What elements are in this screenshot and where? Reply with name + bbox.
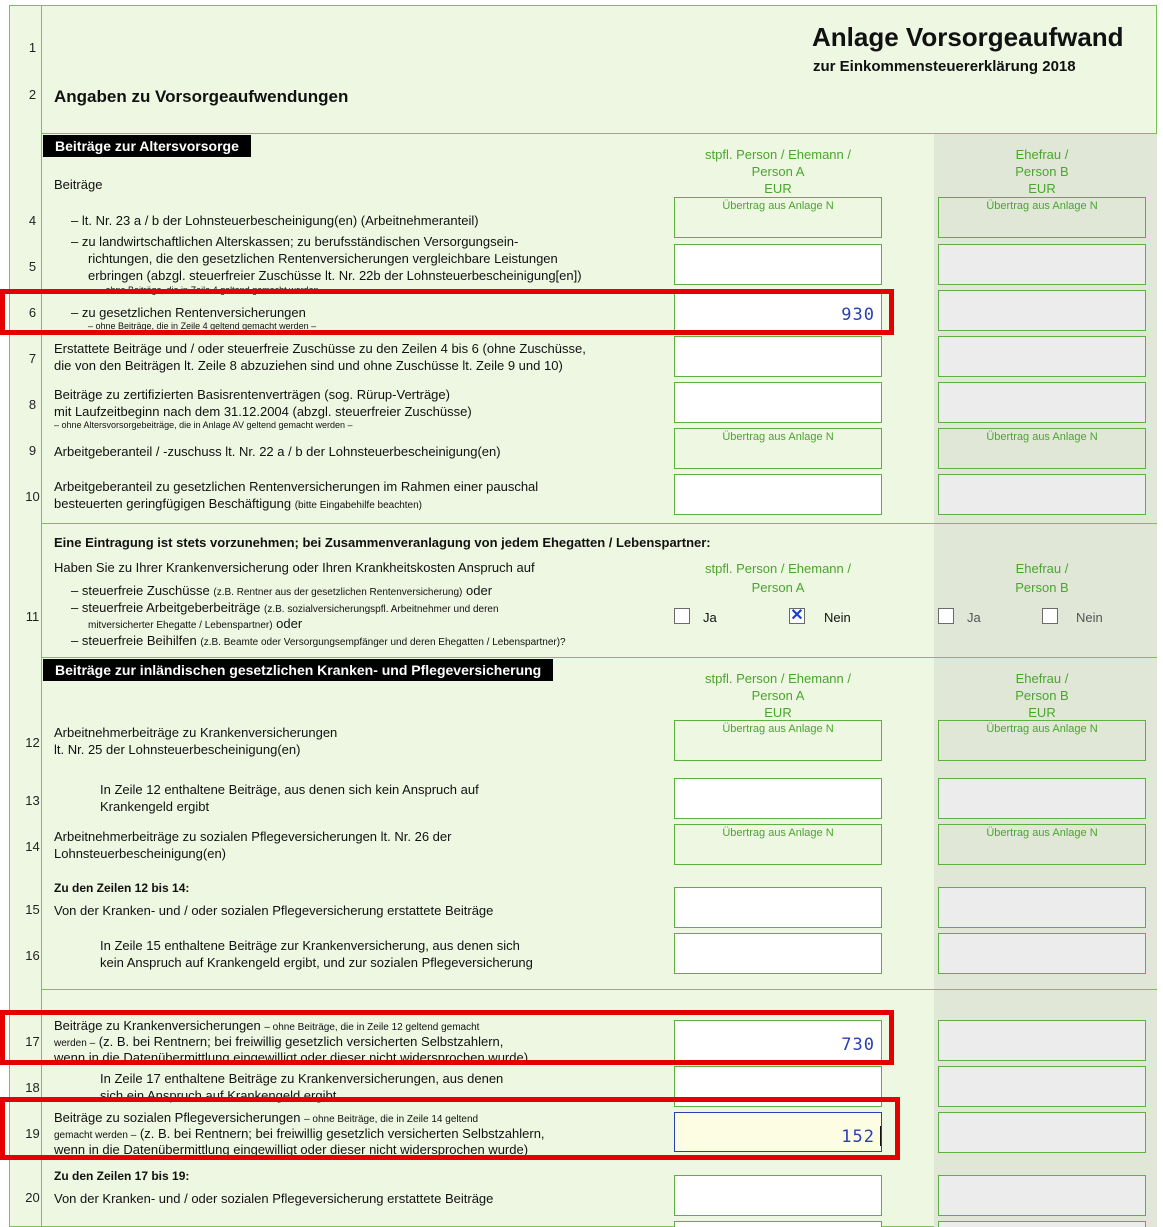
label-row-4: – lt. Nr. 23 a / b der Lohnsteuerbescheinigung(en) (Arbeitnehmeranteil) — [71, 213, 479, 228]
label-row-5b: richtungen, die den gesetzlichen Rentenversicherungen vergleichbare Leistungen — [88, 251, 558, 266]
checkbox-person-b-ja[interactable] — [938, 608, 954, 624]
label-row-12b: lt. Nr. 25 der Lohnsteuerbescheinigung(en) — [54, 742, 301, 757]
highlight-row-6 — [0, 289, 894, 335]
field-row-17-person-a[interactable]: 730 — [674, 1020, 882, 1061]
label-row-6-note: – ohne Beiträge, die in Zeile 4 geltend gemacht werden – — [88, 321, 317, 331]
field-row-13-person-b[interactable] — [938, 778, 1146, 819]
label-row-10b: besteuerten geringfügigen Beschäftigung (bitte Eingabehilfe beachten) — [54, 496, 423, 511]
label-ja: Ja — [967, 610, 981, 625]
field-row-20-person-b[interactable] — [938, 1175, 1146, 1216]
label-row-6: – zu gesetzlichen Rentenversicherungen — [71, 305, 306, 320]
label-nein: Nein — [824, 610, 851, 625]
highlight-row-19 — [0, 1097, 900, 1160]
field-row-14-person-b[interactable]: Übertrag aus Anlage N — [938, 824, 1146, 865]
column-header-person-a: stpfl. Person / Ehemann / Person A EUR — [705, 671, 851, 720]
field-row-6-person-b[interactable] — [938, 290, 1146, 331]
form-subtitle: zur Einkommensteuererklärung 2018 — [813, 58, 1076, 75]
row-number: 19 — [25, 1126, 40, 1141]
label-row-20: Von der Kranken- und / oder sozialen Pflegeversicherung erstattete Beiträge — [54, 1191, 494, 1206]
row-number: 11 — [25, 609, 40, 624]
field-row-5-person-a[interactable] — [674, 244, 882, 285]
section-title: Angaben zu Vorsorgeaufwendungen — [54, 87, 349, 106]
field-row-4-person-b[interactable]: Übertrag aus Anlage N — [938, 197, 1146, 238]
row-number: 7 — [28, 351, 37, 366]
label-row-8-note: – ohne Altersvorsorgebeiträge, die in Anlage AV geltend gemacht werden – — [54, 420, 353, 430]
field-row-8-person-b[interactable] — [938, 382, 1146, 423]
field-row-15-person-b[interactable] — [938, 887, 1146, 928]
field-row-20-person-a[interactable] — [674, 1175, 882, 1216]
row-number: 15 — [25, 902, 40, 917]
row-number: 17 — [25, 1034, 40, 1049]
field-row-16-person-a[interactable] — [674, 933, 882, 974]
section-heading-altersvorsorge: Beiträge zur Altersvorsorge — [43, 135, 251, 157]
label-row-15: Von der Kranken- und / oder sozialen Pflegeversicherung erstattete Beiträge — [54, 903, 494, 918]
label-row-7a: Erstattete Beiträge und / oder steuerfreie Zuschüsse zu den Zeilen 4 bis 6 (ohne Zuschüsse, — [54, 341, 586, 356]
field-row-7-person-b[interactable] — [938, 336, 1146, 377]
divider — [42, 133, 1157, 134]
row-number: 4 — [28, 213, 37, 228]
label-row-14b: Lohnsteuerbescheinigung(en) — [54, 846, 227, 861]
label-row-5a: – zu landwirtschaftlichen Alterskassen; zu berufsständischen Versorgungsein- — [71, 234, 519, 249]
label-zu-zeilen-17-19: Zu den Zeilen 17 bis 19: — [54, 1169, 190, 1183]
row-number: 9 — [28, 443, 37, 458]
label-ja: Ja — [703, 610, 717, 625]
field-row-21-person-a[interactable] — [674, 1221, 882, 1227]
field-row-9-person-a[interactable]: Übertrag aus Anlage N — [674, 428, 882, 469]
label-beitraege: Beiträge — [54, 177, 103, 192]
field-row-12-person-b[interactable]: Übertrag aus Anlage N — [938, 720, 1146, 761]
row-number: 6 — [28, 305, 37, 320]
field-row-12-person-a[interactable]: Übertrag aus Anlage N — [674, 720, 882, 761]
row-number: 20 — [25, 1190, 40, 1205]
label-row-7b: die von den Beiträgen lt. Zeile 8 abzuziehen sind und ohne Zuschüsse lt. Zeile 9 und 10) — [54, 358, 563, 373]
label-item-2: – steuerfreie Arbeitgeberbeiträge (z.B. sozialversicherungspfl. Arbeitnehmer und deren — [71, 600, 499, 615]
label-row-19a: Beiträge zu sozialen Pflegeversicherungen – ohne Beiträge, die in Zeile 14 geltend — [54, 1110, 479, 1125]
label-row-8b: mit Laufzeitbeginn nach dem 31.12.2004 (abzgl. steuerfreier Zuschüsse) — [54, 404, 472, 419]
row-number: 10 — [25, 489, 40, 504]
row-number: 14 — [25, 839, 40, 854]
section-heading-krankenversicherung: Beiträge zur inländischen gesetzlichen Kranken- und Pflegeversicherung — [43, 659, 553, 681]
field-row-18-person-b[interactable] — [938, 1066, 1146, 1107]
label-row-8a: Beiträge zu zertifizierten Basisrentenverträgen (sog. Rürup-Verträge) — [54, 387, 450, 402]
divider — [42, 523, 1157, 524]
label-item-1: – steuerfreie Zuschüsse (z.B. Rentner aus der gesetzlichen Rentenversicherung) oder — [71, 583, 493, 598]
field-row-5-person-b[interactable] — [938, 244, 1146, 285]
label-item-3: – steuerfreie Beihilfen (z.B. Beamte oder Versorgungsempfänger und deren Ehegatten / Lebenspartner)? — [71, 633, 566, 648]
label-row-16b: kein Anspruch auf Krankengeld ergibt, und zur sozialen Pflegeversicherung — [100, 955, 533, 970]
field-row-4-person-a[interactable]: Übertrag aus Anlage N — [674, 197, 882, 238]
divider — [42, 989, 1157, 990]
field-row-19-person-a[interactable]: 152 — [674, 1112, 882, 1152]
label-row-14a: Arbeitnehmerbeiträge zu sozialen Pflegeversicherungen lt. Nr. 26 der — [54, 829, 452, 844]
field-row-17-person-b[interactable] — [938, 1020, 1146, 1061]
row-number: 12 — [25, 735, 40, 750]
field-row-13-person-a[interactable] — [674, 778, 882, 819]
label-question: Haben Sie zu Ihrer Krankenversicherung oder Ihren Krankheitskosten Anspruch auf — [54, 560, 535, 575]
field-row-6-person-a[interactable]: 930 — [674, 290, 882, 331]
label-eintragung: Eine Eintragung ist stets vorzunehmen; bei Zusammenveranlagung von jedem Ehegatten / Lebenspartner: — [54, 535, 711, 550]
field-row-19-person-b[interactable] — [938, 1112, 1146, 1153]
row-number: 1 — [28, 40, 37, 55]
highlight-row-17 — [0, 1010, 894, 1065]
label-row-18a: In Zeile 17 enthaltene Beiträge zu Krankenversicherungen, aus denen — [100, 1071, 504, 1086]
row-number: 16 — [25, 948, 40, 963]
field-row-9-person-b[interactable]: Übertrag aus Anlage N — [938, 428, 1146, 469]
form-title: Anlage Vorsorgeaufwand — [812, 22, 1124, 52]
column-header-person-b: Ehefrau / Person B EUR — [1015, 147, 1069, 196]
label-row-9: Arbeitgeberanteil / -zuschuss lt. Nr. 22 a / b der Lohnsteuerbescheinigung(en) — [54, 444, 501, 459]
field-row-16-person-b[interactable] — [938, 933, 1146, 974]
checkbox-person-a-nein[interactable]: ✕ — [790, 607, 804, 624]
label-row-16a: In Zeile 15 enthaltene Beiträge zur Krankenversicherung, aus denen sich — [100, 938, 520, 953]
field-row-7-person-a[interactable] — [674, 336, 882, 377]
label-row-17b: werden – (z. B. bei Rentnern; bei freiwillig gesetzlich versicherten Selbstzahlern, — [54, 1034, 504, 1049]
field-row-14-person-a[interactable]: Übertrag aus Anlage N — [674, 824, 882, 865]
label-row-10a: Arbeitgeberanteil zu gesetzlichen Rentenversicherungen im Rahmen einer pauschal — [54, 479, 539, 494]
label-nein: Nein — [1076, 610, 1103, 625]
column-header-person-a: stpfl. Person / Ehemann / Person A — [705, 561, 851, 595]
label-row-5-note: – ohne Beiträge, die in Zeile 4 geltend gemacht werden – — [98, 285, 327, 295]
field-row-15-person-a[interactable] — [674, 887, 882, 928]
field-row-10-person-b[interactable] — [938, 474, 1146, 515]
field-row-10-person-a[interactable] — [674, 474, 882, 515]
checkbox-person-b-nein[interactable] — [1042, 608, 1058, 624]
row-number: 5 — [28, 259, 37, 274]
label-row-17c: wenn in die Datenübermittlung eingewilligt oder dieser nicht widersprochen wurde) — [54, 1050, 529, 1065]
label-row-5c: erbringen (abzgl. steuerfreier Zuschüsse lt. Nr. 22b der Lohnsteuerbescheinigung[en]) — [88, 268, 582, 283]
row-number: 13 — [25, 793, 40, 808]
field-row-21-person-b[interactable] — [938, 1221, 1146, 1227]
row-number: 18 — [25, 1080, 40, 1095]
label-row-19c: wenn in die Datenübermittlung eingewilligt oder dieser nicht widersprochen wurde) — [54, 1142, 529, 1157]
label-row-13b: Krankengeld ergibt — [100, 799, 210, 814]
label-row-13a: In Zeile 12 enthaltene Beiträge, aus denen sich kein Anspruch auf — [100, 782, 479, 797]
checkbox-person-a-ja[interactable] — [674, 608, 690, 624]
field-row-8-person-a[interactable] — [674, 382, 882, 423]
column-header-person-b: Ehefrau / Person B — [1015, 561, 1069, 595]
label-zu-zeilen-12-14: Zu den Zeilen 12 bis 14: — [54, 881, 190, 895]
row-number: 8 — [28, 397, 37, 412]
label-row-12a: Arbeitnehmerbeiträge zu Krankenversicherungen — [54, 725, 338, 740]
column-header-person-a: stpfl. Person / Ehemann / Person A EUR — [705, 147, 851, 196]
divider — [42, 657, 1157, 658]
label-row-18b: sich ein Anspruch auf Krankengeld ergibt — [100, 1088, 337, 1103]
column-header-person-b: Ehefrau / Person B EUR — [1015, 671, 1069, 720]
label-row-17a: Beiträge zu Krankenversicherungen – ohne Beiträge, die in Zeile 12 geltend gemacht — [54, 1018, 480, 1033]
label-item-2b: mitversicherter Ehegatte / Lebenspartner) oder — [88, 616, 303, 631]
row-number: 2 — [28, 87, 37, 102]
label-row-19b: gemacht werden – (z. B. bei Rentnern; bei freiwillig gesetzlich versicherten Selbstzahlern, — [54, 1126, 545, 1141]
